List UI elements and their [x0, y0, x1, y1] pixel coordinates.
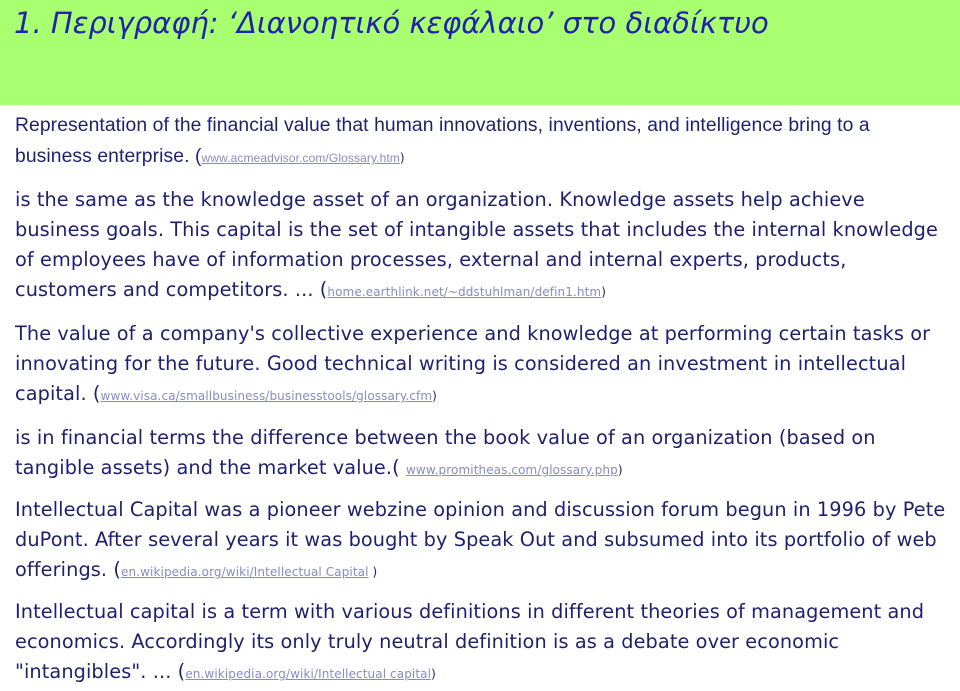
source-close: ) — [432, 389, 437, 403]
definition-text: Intellectual capital is a term with various definitions in different theories of management and economics. Accordingly its only truly neutral definition is as a debate over economic "intangibles". ... ( — [15, 600, 925, 683]
source-close: ) — [368, 565, 378, 579]
source-close: ) — [601, 285, 606, 299]
source-link[interactable]: www.acmeadvisor.com/Glossary.htm — [201, 151, 400, 165]
definition-text: Representation of the financial value that human innovations, inventions, and intelligence bring to a business enterprise. ( — [15, 115, 870, 167]
slide-title: 1. Περιγραφή: ‘Διανοητικό κεφάλαιο’ στο διαδίκτυο — [14, 6, 769, 40]
definition-text: is the same as the knowledge asset of an organization. Knowledge assets help achieve business goals. This capital is the set of intangible assets that includes the internal knowledge of employees have of information processes, external and internal experts, products, customers and competitors. ... ( — [15, 188, 938, 301]
source-link[interactable]: www.visa.ca/smallbusiness/businesstools/glossary.cfm — [100, 389, 433, 403]
source-close: ) — [431, 667, 436, 681]
definitions-list — [15, 110, 950, 689]
definition-entry — [15, 319, 950, 411]
definition-entry — [15, 597, 950, 689]
definition-text: Intellectual Capital was a pioneer webzine opinion and discussion forum begun in 1996 by Pete duPont. After several years it was bought by Speak Out and subsumed into its portfolio of web offerings. ( — [15, 498, 946, 581]
source-link[interactable]: en.wikipedia.org/wiki/Intellectual capital — [185, 667, 432, 681]
source-link[interactable]: www.promitheas.com/glossary.php — [405, 463, 618, 477]
source-link[interactable]: home.earthlink.net/~ddstuhlman/defin1.htm — [327, 285, 602, 299]
source-link[interactable]: en.wikipedia.org/wiki/Intellectual Capital — [121, 565, 369, 579]
definition-text: The value of a company's collective experience and knowledge at performing certain tasks or innovating for the future. Good technical writing is considered an investment in intellectual capital. ( — [15, 322, 931, 405]
definition-entry — [15, 495, 950, 587]
definition-entry — [15, 185, 950, 307]
source-close: ) — [617, 463, 623, 477]
definition-entry — [15, 110, 950, 173]
definition-text: is in financial terms the difference between the book value of an organization (based on tangible assets) and the market value.( — [15, 426, 876, 479]
definition-entry — [15, 423, 950, 485]
source-close: ) — [399, 151, 405, 165]
title-bar — [0, 0, 960, 105]
